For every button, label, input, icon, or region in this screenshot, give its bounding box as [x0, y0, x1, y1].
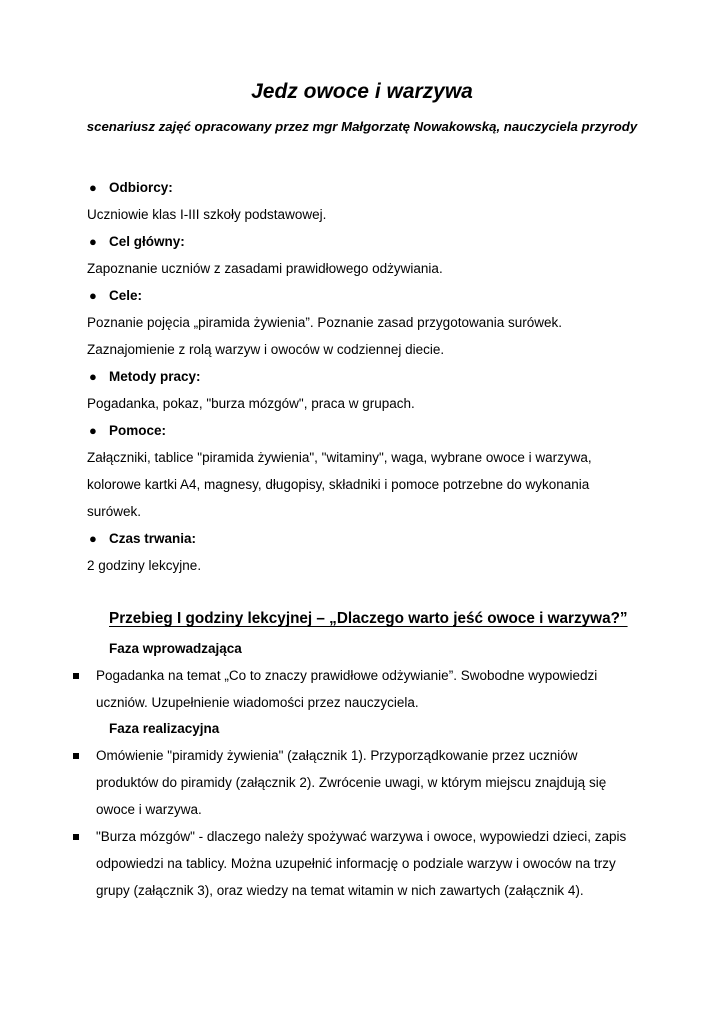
list-item-line: grupy (załącznik 3), oraz wiedzy na temat witamin w nich zawartych (załącznik 4). — [96, 883, 584, 898]
section-text: kolorowe kartki A4, magnesy, długopisy, składniki i pomoce potrzebne do wykonania — [87, 477, 590, 492]
list-item-line: produktów do piramidy (załącznik 2). Zwrócenie uwagi, w którym miejscu znajdują się — [96, 775, 607, 790]
phase-label: Faza realizacyjna — [109, 721, 220, 736]
section-heading-cel-glowny: ● Cel główny: — [89, 234, 185, 249]
lesson-heading: Przebieg I godziny lekcyjnej – „Dlaczego warto jeść owoce i warzywa?” — [109, 610, 628, 627]
section-text: Załączniki, tablice "piramida żywienia", "witaminy", waga, wybrane owoce i warzywa, — [87, 450, 592, 465]
section-heading-odbiorcy: ● Odbiorcy: — [89, 180, 173, 195]
bullet-dot-icon: ● — [89, 423, 97, 438]
bullet-dot-icon: ● — [89, 288, 97, 303]
section-text: Uczniowie klas I-III szkoły podstawowej. — [87, 207, 327, 222]
section-text: Zaznajomienie z rolą warzyw i owoców w codziennej diecie. — [87, 342, 445, 357]
document-title: Jedz owoce i warzywa — [251, 80, 473, 103]
list-item-line: owoce i warzywa. — [96, 802, 202, 817]
section-heading-czas-trwania: ● Czas trwania: — [89, 531, 197, 546]
section-text: 2 godziny lekcyjne. — [87, 558, 202, 573]
section-text: Pogadanka, pokaz, "burza mózgów", praca w grupach. — [87, 396, 415, 411]
list-item-line: uczniów. Uzupełnienie wiadomości przez nauczyciela. — [96, 695, 419, 710]
document-subtitle: scenariusz zajęć opracowany przez mgr Małgorzatę Nowakowską, nauczyciela przyrody — [86, 119, 638, 134]
bullet-dot-icon: ● — [89, 180, 97, 195]
list-item-line: "Burza mózgów" - dlaczego należy spożywać warzywa i owoce, wypowiedzi dzieci, zapis — [96, 829, 627, 844]
section-heading-cele: ● Cele: — [89, 288, 143, 303]
list-item-line: odpowiedzi na tablicy. Można uzupełnić informację o podziale warzyw i owoców na trzy — [96, 856, 616, 871]
phase-label: Faza wprowadzająca — [109, 641, 242, 656]
list-item-line: Pogadanka na temat „Co to znaczy prawidłowe odżywianie”. Swobodne wypowiedzi — [96, 668, 598, 683]
square-bullet-icon — [73, 753, 79, 759]
section-heading-pomoce: ● Pomoce: — [89, 423, 167, 438]
square-bullet-icon — [73, 834, 79, 840]
bullet-dot-icon: ● — [89, 369, 97, 384]
list-item-line: Omówienie "piramidy żywienia" (załącznik 1). Przyporządkowanie przez uczniów — [96, 748, 578, 763]
section-heading-metody-pracy: ● Metody pracy: — [89, 369, 201, 384]
square-bullet-icon — [73, 673, 79, 679]
section-text: Zapoznanie uczniów z zasadami prawidłowego odżywiania. — [87, 261, 443, 276]
bullet-dot-icon: ● — [89, 531, 97, 546]
section-text: surówek. — [87, 504, 142, 519]
bullet-dot-icon: ● — [89, 234, 97, 249]
section-text: Poznanie pojęcia „piramida żywienia”. Poznanie zasad przygotowania surówek. — [87, 315, 563, 330]
